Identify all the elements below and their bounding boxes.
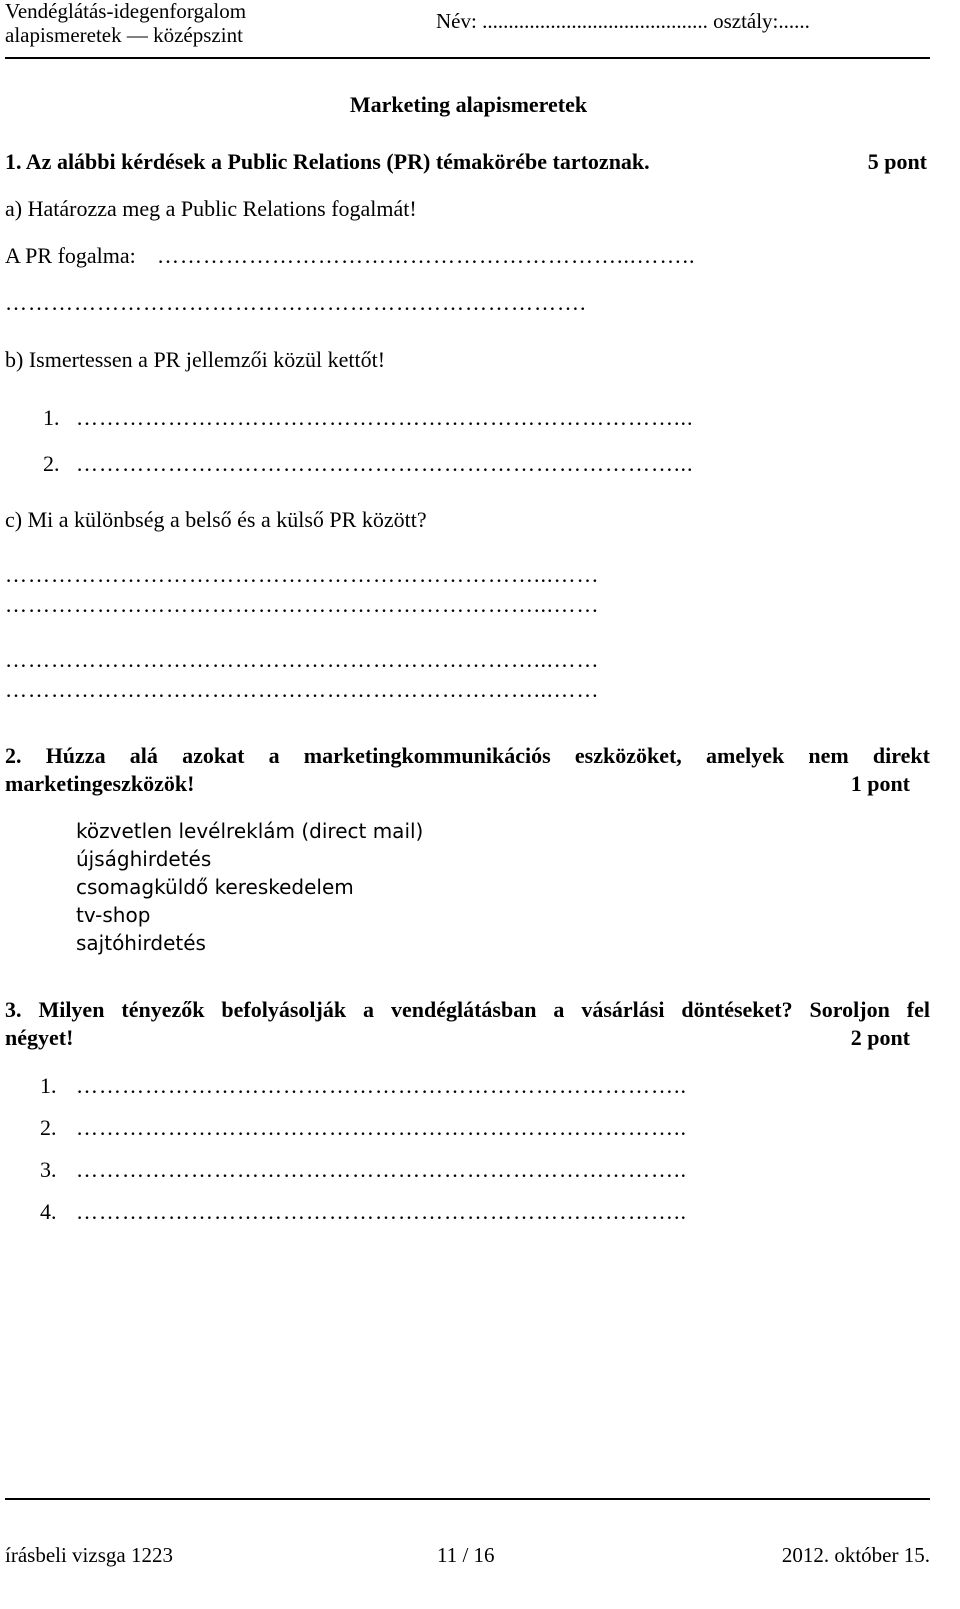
q2-points: 1 pont xyxy=(850,771,910,796)
q3-title-word: 3. xyxy=(5,997,22,1022)
q2-title-word: 2. xyxy=(5,743,22,768)
q2-title-word: amelyek xyxy=(706,743,785,768)
q2-title-word: direkt xyxy=(872,743,930,768)
q3-title-word: döntéseket? xyxy=(681,997,793,1022)
q3-title-word: vásárlási xyxy=(581,997,665,1022)
q2-option-press-ad[interactable]: sajtóhirdetés xyxy=(76,931,206,955)
q1-b-item-2-line: ……………………………………………………………………... xyxy=(76,451,694,476)
q1-a-text: a) Határozza meg a Public Relations fogalmát! xyxy=(5,196,417,221)
q3-item-2-line: …………………………………………………………………….. xyxy=(76,1115,687,1140)
q2-option-direct-mail[interactable]: közvetlen levélreklám (direct mail) xyxy=(76,819,424,843)
q3-title-word: a xyxy=(363,997,375,1022)
q1-c-text: c) Mi a különbség a belső és a külső PR között? xyxy=(5,507,427,532)
q3-item-1-line: …………………………………………………………………….. xyxy=(76,1073,687,1098)
header-subject-line2: alapismeretek — középszint xyxy=(5,23,243,47)
q1-pr-label: A PR fogalma: xyxy=(5,243,136,268)
footer-date: 2012. október 15. xyxy=(781,1543,930,1567)
q3-title-word: vendéglátásban xyxy=(390,997,537,1022)
q3-title-word: fel xyxy=(906,997,930,1022)
q3-title-word: Milyen xyxy=(38,997,105,1022)
q1-b-item-2-label: 2. xyxy=(43,451,60,476)
q3-points: 2 pont xyxy=(850,1025,910,1050)
footer-exam-code: írásbeli vizsga 1223 xyxy=(5,1543,173,1567)
q1-points: 5 pont xyxy=(867,149,927,174)
q3-item-4-label: 4. xyxy=(40,1199,57,1224)
q3-title-word: tényezők xyxy=(121,997,205,1022)
q1-pr-answer-line-2: …………………………………………………………………. xyxy=(5,290,587,315)
q2-title-word: Húzza xyxy=(45,743,106,768)
q2-option-newspaper-ad[interactable]: újsághirdetés xyxy=(76,847,212,871)
q1-c-answer-line-3: ……………………………………………………………...…… xyxy=(5,647,600,672)
q3-item-4-line: …………………………………………………………………….. xyxy=(76,1199,687,1224)
q2-title-line-2: marketingeszközök! xyxy=(5,771,195,796)
q2-title-word: a xyxy=(268,743,280,768)
q1-c-answer-line-2: ……………………………………………………………...…… xyxy=(5,592,600,617)
header-name-field: Név: ........................................... osztály:...... xyxy=(436,9,810,33)
q1-c-answer-line-1: ……………………………………………………………...…… xyxy=(5,562,600,587)
q2-title-word: marketingkommunikációs xyxy=(303,743,551,768)
q3-item-1-label: 1. xyxy=(40,1073,57,1098)
q1-b-item-1-label: 1. xyxy=(43,405,60,430)
q3-title-line-1 xyxy=(5,997,930,1023)
q2-option-tv-shop[interactable]: tv-shop xyxy=(76,903,151,927)
q1-b-item-1-line: ……………………………………………………………………... xyxy=(76,405,694,430)
q3-title-word: Soroljon xyxy=(809,997,890,1022)
q2-title-word: alá xyxy=(129,743,158,768)
q3-item-3-line: …………………………………………………………………….. xyxy=(76,1157,687,1182)
q2-title-word: azokat xyxy=(182,743,245,768)
footer-rule xyxy=(5,1498,930,1500)
q3-item-2-label: 2. xyxy=(40,1115,57,1140)
footer-page-number: 11 / 16 xyxy=(437,1543,495,1567)
q2-title-line-1 xyxy=(5,743,930,769)
q3-title-word: a xyxy=(553,997,565,1022)
header-rule xyxy=(5,57,930,59)
section-title: Marketing alapismeretek xyxy=(349,92,588,117)
header-subject-line1: Vendéglátás-idegenforgalom xyxy=(5,0,247,23)
q1-c-answer-line-4: ……………………………………………………………...…… xyxy=(5,677,600,702)
q3-title-line-2: négyet! xyxy=(5,1025,74,1050)
q1-pr-answer-line-1: ……………………………………………………...…….. xyxy=(157,243,696,268)
q2-title-word: eszközöket, xyxy=(574,743,682,768)
q1-title: 1. Az alábbi kérdések a Public Relations (PR) témakörébe tartoznak. xyxy=(5,149,650,174)
q2-option-mail-order[interactable]: csomagküldő kereskedelem xyxy=(76,875,354,899)
q2-title-word: nem xyxy=(808,743,849,768)
q3-title-word: befolyásolják xyxy=(221,997,347,1022)
q1-b-text: b) Ismertessen a PR jellemzői közül kettőt! xyxy=(5,347,386,372)
q3-item-3-label: 3. xyxy=(40,1157,57,1182)
